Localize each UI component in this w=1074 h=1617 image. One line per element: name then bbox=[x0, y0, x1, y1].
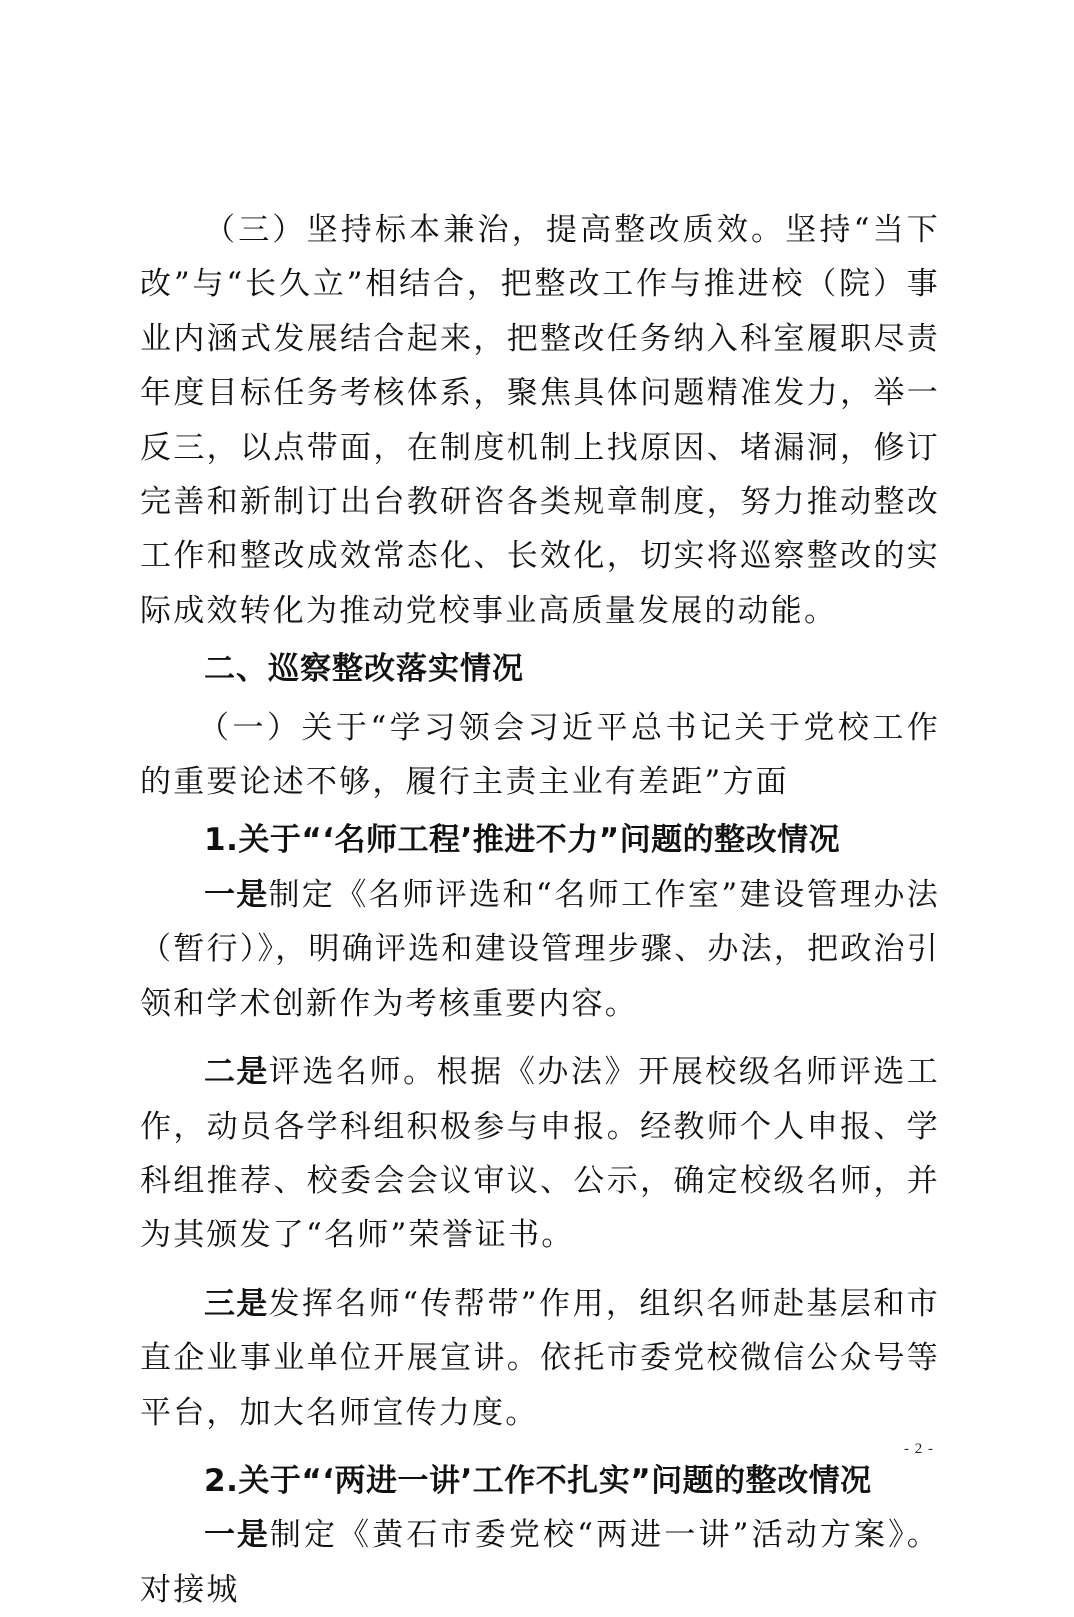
item-1-title: 1.关于“‘名师工程’推进不力”问题的整改情况 bbox=[204, 822, 841, 859]
point-lead: 一是 bbox=[204, 1517, 270, 1554]
subsection-1-heading: （一）关于“学习领会习近平总书记关于党校工作的重要论述不够，履行主责主业有差距”方面 bbox=[140, 709, 940, 801]
heading-section-2: 二、巡察整改落实情况 bbox=[204, 651, 524, 688]
point-lead: 二是 bbox=[204, 1054, 269, 1091]
item-2-title: 2.关于“‘两进一讲’工作不扎实”问题的整改情况 bbox=[204, 1462, 872, 1499]
page-number: - 2 - bbox=[904, 1441, 934, 1457]
document-body bbox=[140, 203, 940, 1617]
point-text: 制定《黄石市委党校“两进一讲”活动方案》。对接城 bbox=[140, 1517, 940, 1608]
item-1-point-1 bbox=[140, 868, 940, 1031]
point-lead: 三是 bbox=[204, 1285, 269, 1322]
point-text: 评选名师。根据《办法》开展校级名师评选工作，动员各学科组积极参与申报。经教师个人申报、学科组推荐、校委会会议审议、公示，确定校级名师，并为其颁发了“名师”荣誉证书。 bbox=[140, 1054, 941, 1254]
point-text: 发挥名师“传帮带”作用，组织名师赴基层和市直企业事业单位开展宣讲。依托市委党校微信公众号等平台，加大名师宣传力度。 bbox=[140, 1285, 940, 1431]
item-2-point-1 bbox=[140, 1508, 940, 1617]
item-1-point-3 bbox=[140, 1277, 940, 1440]
point-text: 制定《名师评选和“名师工作室”建设管理办法（暂行）》，明确评选和建设管理步骤、办法，把政治引领和学术创新作为考核重要内容。 bbox=[140, 876, 940, 1022]
item-1-point-2 bbox=[140, 1045, 940, 1263]
section-3-paragraph: （三）坚持标本兼治，提高整改质效。坚持“当下改”与“长久立”相结合，把整改工作与推进校（院）事业内涵式发展结合起来，把整改任务纳入科室履职尽责年度目标任务考核体系，聚焦具体问题精准发力，举一反三，以点带面，在制度机制上找原因、堵漏洞，修订完善和新制订出台教研咨各类规章制度，努力推动整改工作和整改成效常态化、长效化，切实将巡察整改的实际成效转化为推动党校事业高质量发展的动能。 bbox=[140, 212, 940, 629]
point-lead: 一是 bbox=[204, 876, 269, 913]
